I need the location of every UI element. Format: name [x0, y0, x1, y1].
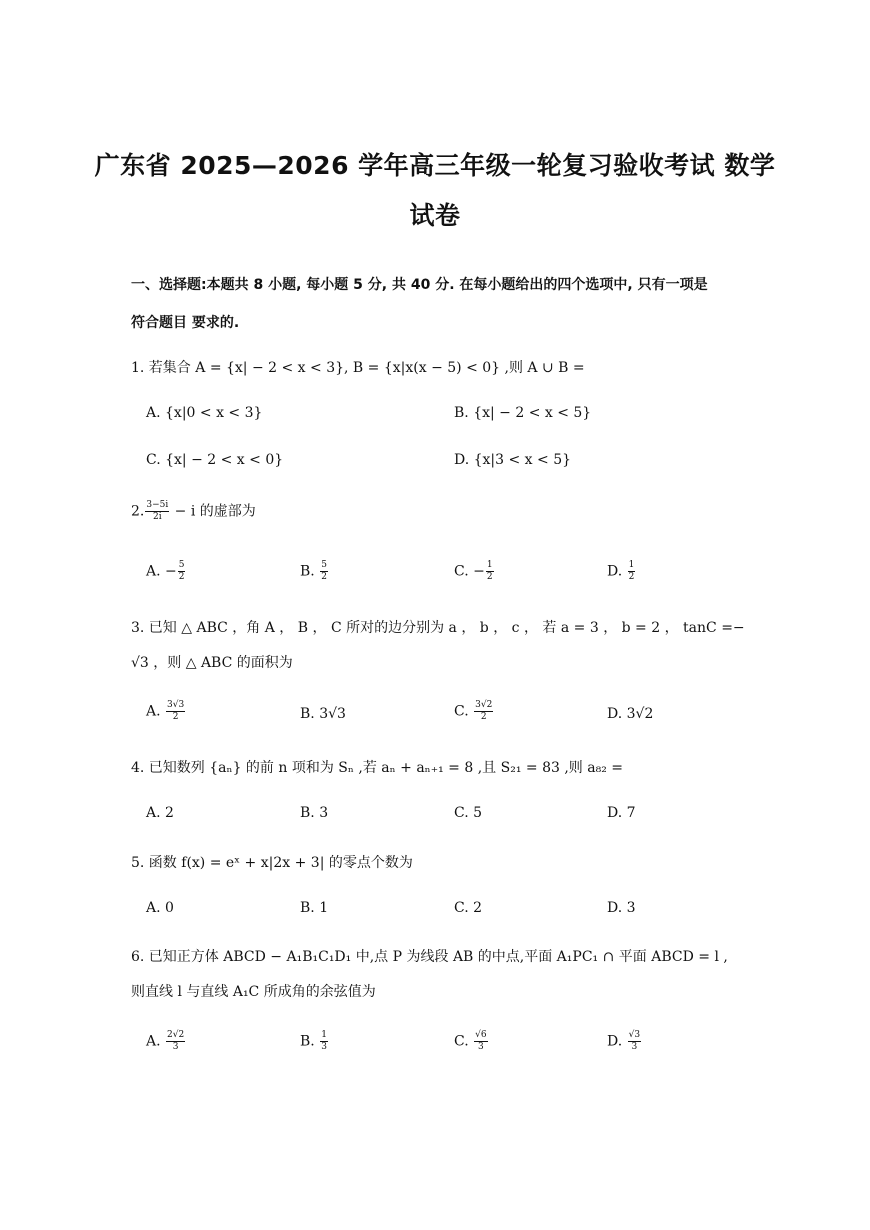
q6-d-prefix: D. [607, 1033, 627, 1050]
question-2-stem [131, 500, 256, 523]
q2-a-den: 2 [178, 572, 185, 582]
q2-d-num: 1 [628, 560, 635, 570]
q2-option-a [146, 560, 186, 583]
q1-option-a: A. {x|0 < x < 3} [146, 405, 263, 421]
q2-c-den: 2 [486, 572, 493, 582]
q2-fraction [145, 500, 169, 523]
q6-a-frac [166, 1030, 185, 1053]
q6-c-num: √6 [475, 1030, 487, 1040]
q6-c-den: 3 [477, 1042, 484, 1052]
question-3-stem-cont: √3 ，则 △ ABC 的面积为 [131, 655, 293, 671]
q2-b-den: 2 [321, 572, 327, 582]
q3-a-prefix: A. [146, 703, 166, 720]
q2-number: 2. [131, 503, 145, 520]
question-4-stem: 4. 已知数列 {aₙ} 的前 n 项和为 Sₙ ,若 aₙ + aₙ₊₁ = 8 ,且 S₂₁ = 83 ,则 a₈₂ = [131, 760, 623, 776]
q3-option-c [454, 700, 494, 723]
q3-a-num: 3√3 [167, 700, 185, 710]
q2-option-b [300, 560, 329, 583]
q1-option-b: B. {x| − 2 < x < 5} [454, 405, 592, 421]
q2-frac-den: 2i [152, 512, 162, 522]
question-5-stem: 5. 函数 f(x) = eˣ + x|2x + 3| 的零点个数为 [131, 855, 413, 871]
q3-c-prefix: C. [454, 703, 474, 720]
q2-a-frac [178, 560, 186, 583]
q6-d-frac [628, 1030, 641, 1053]
q2-d-frac [628, 560, 636, 583]
question-6-stem: 6. 已知正方体 ABCD − A₁B₁C₁D₁ 中,点 P 为线段 AB 的中点,平面 A₁PC₁ ∩ 平面 ABCD = l , [131, 949, 728, 965]
q4-option-a: A. 2 [146, 805, 174, 821]
q3-c-num: 3√2 [475, 700, 493, 710]
q1-option-c: C. {x| − 2 < x < 0} [146, 452, 284, 468]
title-line-2: 试卷 [409, 201, 461, 230]
q2-b-frac [320, 560, 328, 583]
q4-option-d: D. 7 [607, 805, 636, 821]
q3-c-den: 2 [480, 712, 487, 722]
q2-b-num: 5 [321, 560, 327, 570]
q2-b-prefix: B. [300, 563, 320, 580]
q2-tail: − i 的虚部为 [170, 503, 256, 520]
q4-option-c: C. 5 [454, 805, 483, 821]
q6-d-den: 3 [631, 1042, 638, 1052]
q2-a-prefix: A. − [146, 563, 177, 580]
q6-option-c [454, 1030, 489, 1053]
q6-c-frac [474, 1030, 487, 1053]
q6-option-d [607, 1030, 642, 1053]
q6-b-prefix: B. [300, 1033, 320, 1050]
q1-option-d: D. {x|3 < x < 5} [454, 452, 572, 468]
q6-option-a [146, 1030, 186, 1053]
q5-option-a: A. 0 [146, 900, 174, 916]
q3-option-b: B. 3√3 [300, 706, 346, 722]
q2-c-num: 1 [486, 560, 493, 570]
q6-b-den: 3 [321, 1042, 327, 1052]
q2-frac-num: 3−5i [146, 500, 169, 510]
q3-a-den: 2 [172, 712, 179, 722]
q5-option-b: B. 1 [300, 900, 329, 916]
q6-option-b [300, 1030, 329, 1053]
q3-c-frac [474, 700, 493, 723]
q3-option-d: D. 3√2 [607, 706, 654, 722]
q5-option-d: D. 3 [607, 900, 636, 916]
q2-c-prefix: C. − [454, 563, 485, 580]
q6-a-den: 3 [172, 1042, 179, 1052]
title-line-1: 广东省 2025—2026 学年高三年级一轮复习验收考试 数学 [94, 151, 776, 180]
q6-a-prefix: A. [146, 1033, 166, 1050]
q2-d-prefix: D. [607, 563, 627, 580]
q3-option-a [146, 700, 186, 723]
q4-option-b: B. 3 [300, 805, 329, 821]
q6-b-num: 1 [321, 1030, 327, 1040]
q6-c-prefix: C. [454, 1033, 474, 1050]
section-heading-cont: 符合题目 要求的. [131, 315, 240, 331]
q6-a-num: 2√2 [167, 1030, 185, 1040]
question-6-stem-cont: 则直线 l 与直线 A₁C 所成角的余弦值为 [131, 984, 376, 1000]
q2-option-d [607, 560, 636, 583]
question-3-stem: 3. 已知 △ ABC ，角 A ， B ， C 所对的边分别为 a ， b ， c ， 若 a = 3 ， b = 2 ， tanC =− [131, 620, 745, 636]
q3-a-frac [166, 700, 185, 723]
q6-b-frac [320, 1030, 328, 1053]
q6-d-num: √3 [628, 1030, 641, 1040]
question-1-stem: 1. 若集合 A = {x| − 2 < x < 3}, B = {x|x(x − 5) < 0} ,则 A ∪ B = [131, 360, 585, 376]
q2-c-frac [486, 560, 494, 583]
section-heading: 一、选择题:本题共 8 小题, 每小题 5 分, 共 40 分. 在每小题给出的四个选项中, 只有一项是 [131, 277, 708, 293]
q2-a-num: 5 [178, 560, 185, 570]
q5-option-c: C. 2 [454, 900, 483, 916]
q2-d-den: 2 [628, 572, 635, 582]
q2-option-c [454, 560, 495, 583]
